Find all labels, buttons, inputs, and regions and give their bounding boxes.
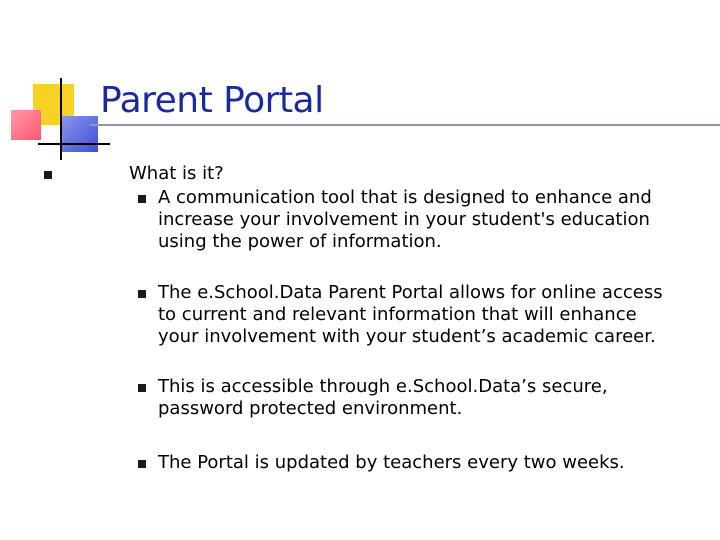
sub-bullet-2-line-3: your involvement with your student’s academic career. xyxy=(158,326,656,347)
sub-bullet-3-line-2: password protected environment. xyxy=(158,398,463,419)
sub-bullet-icon xyxy=(138,195,146,203)
sub-bullet-2-line-1: The e.School.Data Parent Portal allows for online access xyxy=(158,282,663,303)
sub-bullet-1-line-3: using the power of information. xyxy=(158,231,442,252)
main-bullet-text: What is it? xyxy=(129,163,224,184)
main-bullet-icon xyxy=(44,171,52,179)
sub-bullet-1-line-1: A communication tool that is designed to enhance and xyxy=(158,187,652,208)
sub-bullet-icon xyxy=(138,290,146,298)
sub-bullet-2-line-2: to current and relevant information that will enhance xyxy=(158,304,637,325)
blue-square-shape xyxy=(62,116,98,152)
horizontal-rule xyxy=(38,143,110,145)
slide-title: Parent Portal xyxy=(100,80,324,121)
title-underline xyxy=(90,124,720,126)
sub-bullet-icon xyxy=(138,384,146,392)
decorative-logo xyxy=(0,0,110,165)
vertical-rule xyxy=(60,78,62,160)
sub-bullet-4-line-1: The Portal is updated by teachers every two weeks. xyxy=(158,452,625,473)
sub-bullet-3-line-1: This is accessible through e.School.Data’s secure, xyxy=(158,376,608,397)
sub-bullet-1-line-2: increase your involvement in your student's education xyxy=(158,209,650,230)
sub-bullet-icon xyxy=(138,460,146,468)
red-square-shape xyxy=(11,110,41,140)
